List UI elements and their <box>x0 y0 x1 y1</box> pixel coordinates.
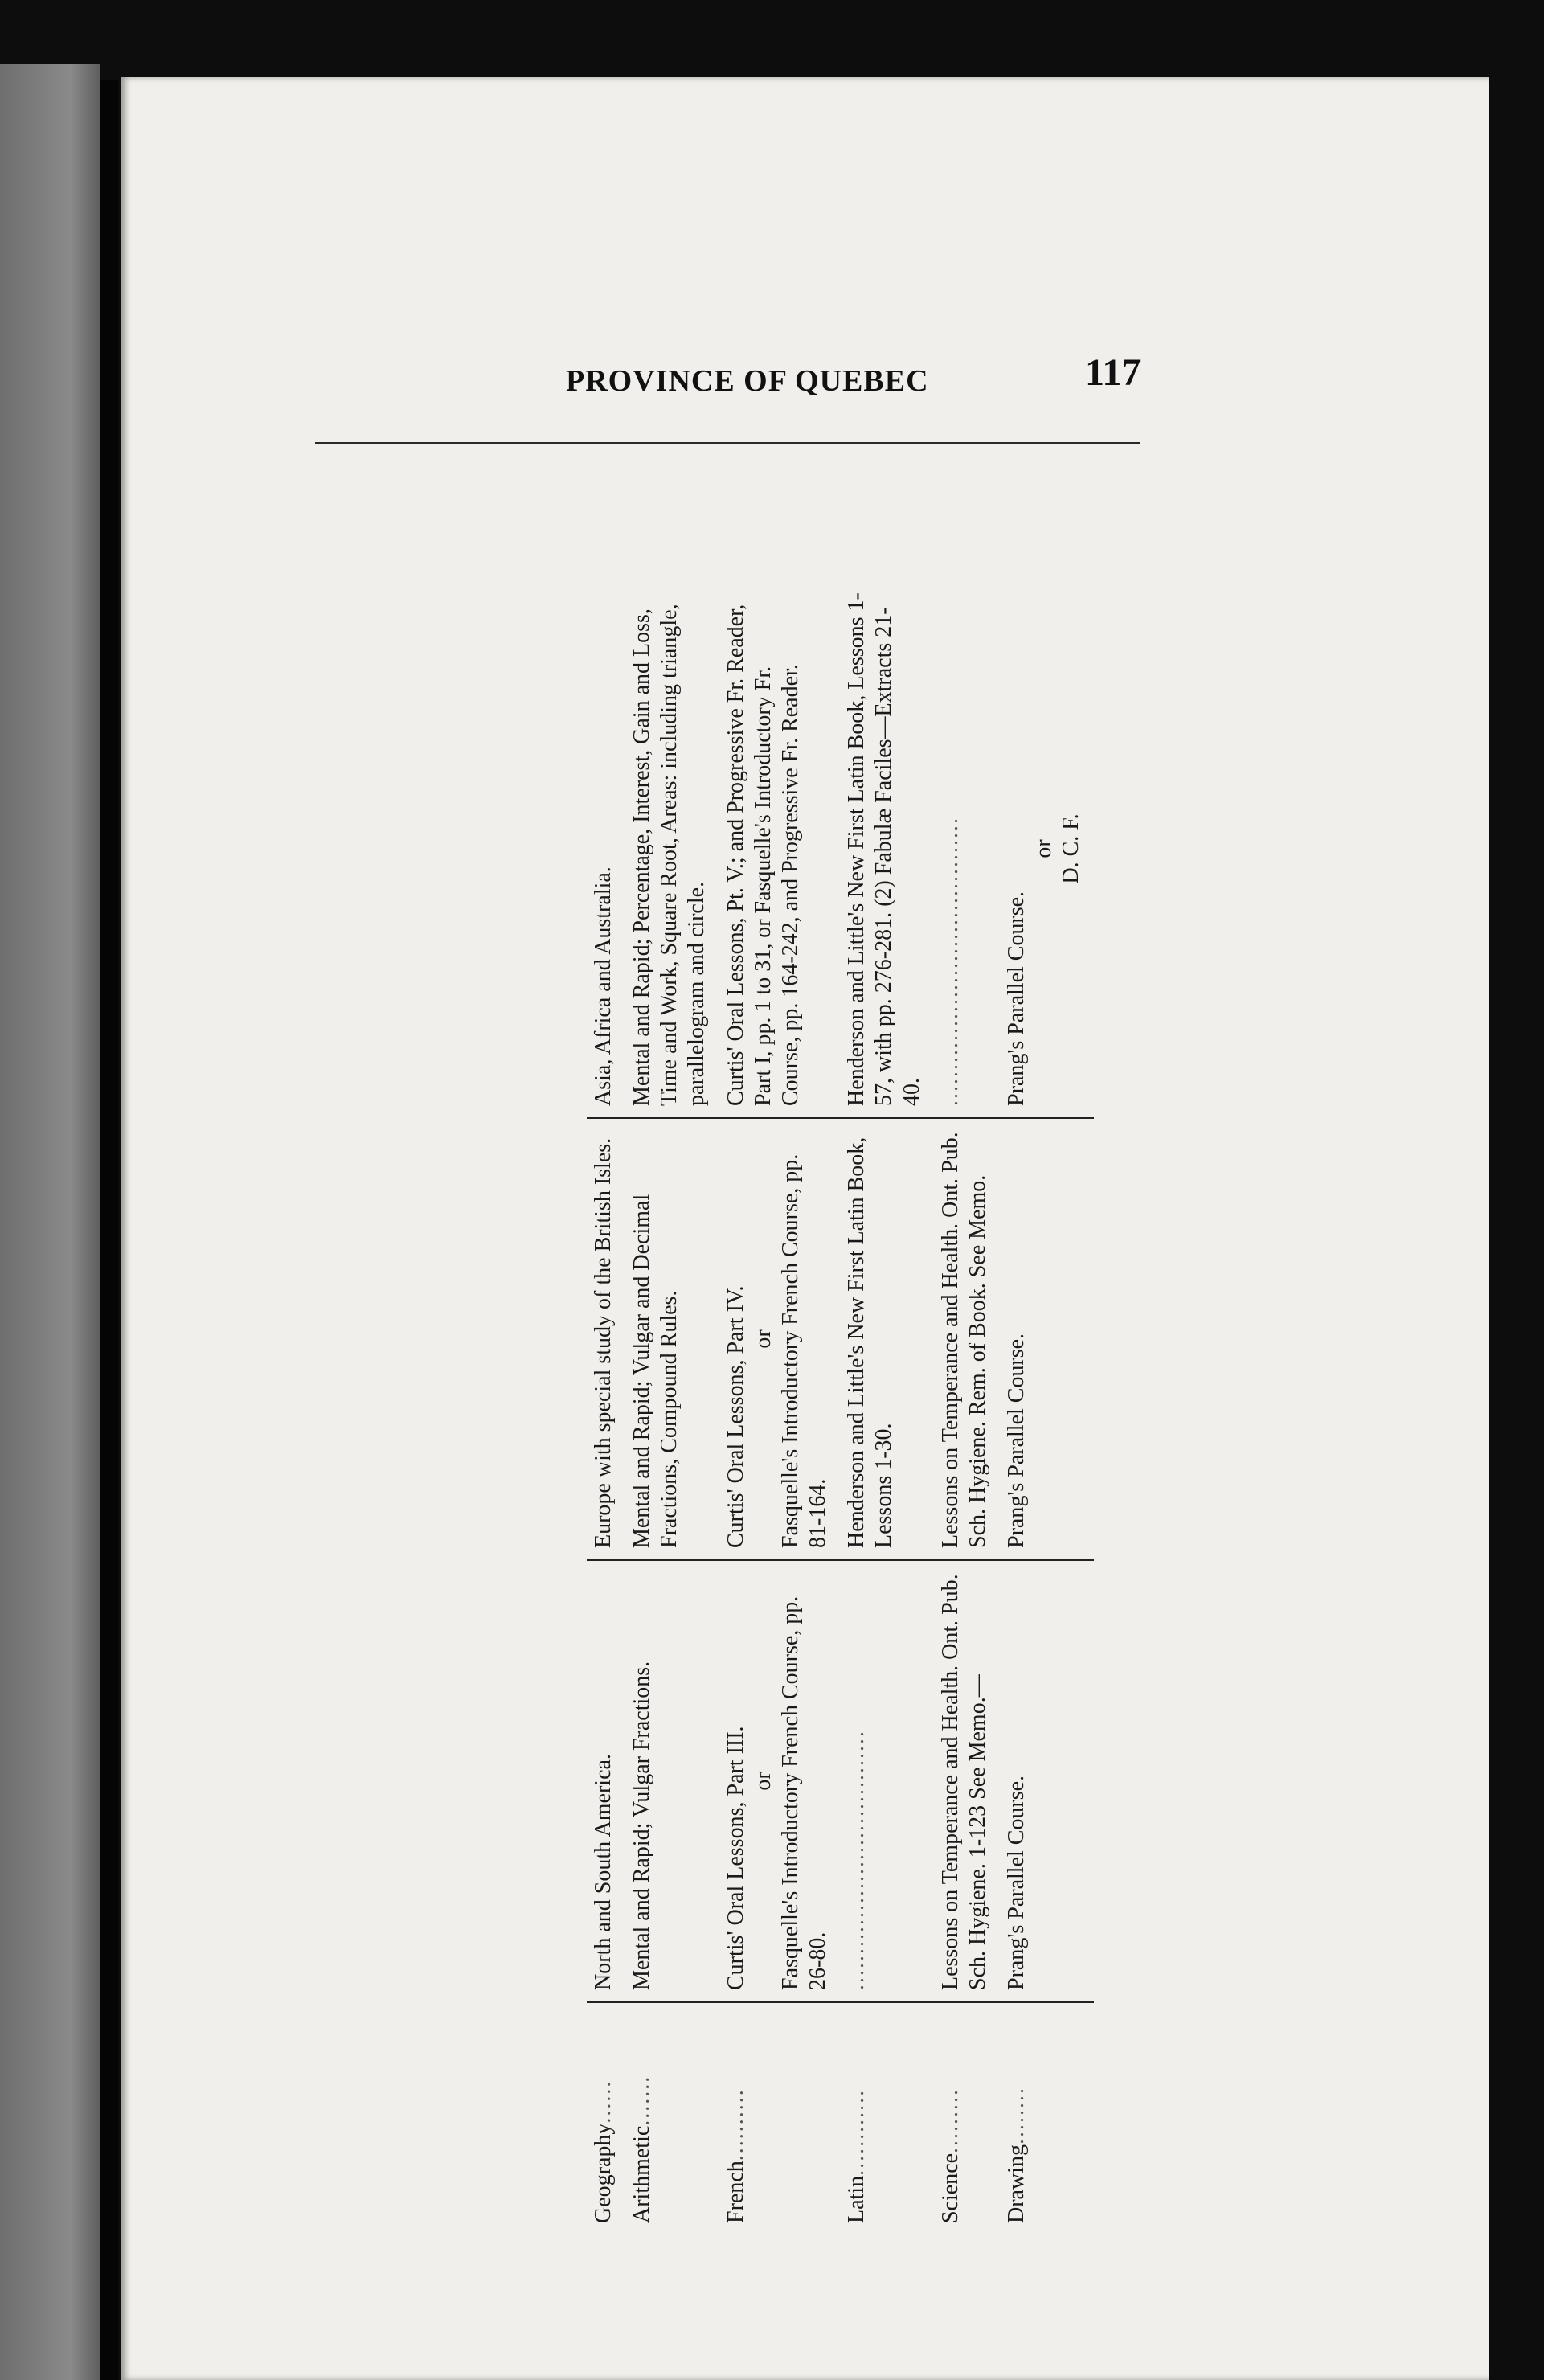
subject-cell <box>934 2002 1000 2226</box>
subject-label: Science <box>937 2153 963 2223</box>
cell-text: Fasquelle's Introductory French Course, pp. 26-80. <box>777 1596 831 1990</box>
subject-label: French <box>723 2161 748 2223</box>
grade-cell <box>719 1118 841 1560</box>
book-gutter <box>100 80 118 2380</box>
table-row <box>587 580 625 2226</box>
curriculum-table <box>587 580 1094 2226</box>
table-row <box>625 580 719 2226</box>
grade-cell: Prang's Parallel Course. <box>1000 1118 1093 1560</box>
leader-dots: ........ <box>1004 2087 1030 2145</box>
grade-cell: Mental and Rapid; Percentage, Interest, Gain and Loss, Time and Work, Square Root, Areas: including triangle, parallelogram and circle. <box>625 580 719 1118</box>
grade-cell: Lessons on Temperance and Health. Ont. Pub. Sch. Hygiene. 1-123 See Memo.— <box>934 1560 1000 2002</box>
grade-cell: North and South America. <box>587 1560 625 2002</box>
cell-text: Curtis' Oral Lessons, Part III. <box>723 1726 748 1990</box>
grade-cell: Asia, Africa and Australia. <box>587 580 625 1118</box>
cell-or: or <box>1031 839 1057 858</box>
table-row <box>719 580 841 2226</box>
leader-dots: .......... <box>723 2088 748 2161</box>
grade-cell: Curtis' Oral Lessons, Pt. V.; and Progressive Fr. Reader, Part I, pp. 1 to 31, or Fasquelle's Introductory Fr. Course, pp. 164-242, and Progressive Fr. Reader. <box>719 580 841 1118</box>
grade-cell <box>1000 580 1093 1118</box>
subject-cell <box>625 2002 719 2226</box>
curriculum-table-rotated <box>587 592 1390 2226</box>
grade-cell: Prang's Parallel Course. <box>1000 1560 1093 2002</box>
cell-or: or <box>750 1329 776 1349</box>
header-rule <box>315 442 1140 444</box>
leader-dots: ............ <box>844 2088 870 2176</box>
subject-label: Latin <box>844 2175 870 2223</box>
cell-text: D. C. F. <box>1059 813 1084 884</box>
subject-label: Drawing <box>1004 2144 1030 2223</box>
subject-cell <box>587 2002 625 2226</box>
leader-dots: ........................................ <box>937 817 963 1106</box>
subject-label: Arithmetic <box>629 2125 655 2223</box>
grade-cell: Lessons on Temperance and Health. Ont. Pub. Sch. Hygiene. Rem. of Book. See Memo. <box>934 1118 1000 1560</box>
grade-cell: Europe with special study of the British Isles. <box>587 1118 625 1560</box>
page-title: PROVINCE OF QUEBEC <box>566 364 929 398</box>
subject-cell <box>719 2002 841 2226</box>
subject-label: Geography <box>591 2123 616 2223</box>
cell-text: Prang's Parallel Course. <box>1004 891 1030 1106</box>
table-row <box>840 580 933 2226</box>
leader-dots: .................................... <box>844 1730 870 1990</box>
leader-dots: ....... <box>629 2075 655 2126</box>
cell-or: or <box>750 1772 776 1791</box>
left-page-edge <box>0 64 100 2380</box>
grade-cell: Mental and Rapid; Vulgar and Decimal Fractions, Compound Rules. <box>625 1118 719 1560</box>
leader-dots: ......... <box>937 2087 963 2153</box>
grade-cell: Mental and Rapid; Vulgar Fractions. <box>625 1560 719 2002</box>
cell-text: Fasquelle's Introductory French Course, pp. 81-164. <box>777 1153 831 1548</box>
cell-text: Curtis' Oral Lessons, Part IV. <box>723 1285 748 1548</box>
grade-cell <box>840 1560 933 2002</box>
table-row <box>1000 580 1093 2226</box>
grade-cell: Henderson and Little's New First Latin Book, Lessons 1-30. <box>840 1118 933 1560</box>
table-row <box>934 580 1000 2226</box>
subject-cell <box>1000 2002 1093 2226</box>
subject-cell <box>840 2002 933 2226</box>
page-number: 117 <box>1085 351 1141 394</box>
grade-cell <box>934 580 1000 1118</box>
grade-cell: Henderson and Little's New First Latin Book, Lessons 1-57, with pp. 276-281. (2) Fabulæ Faciles—Extracts 21-40. <box>840 580 933 1118</box>
grade-cell <box>719 1560 841 2002</box>
leader-dots: ...... <box>591 2079 616 2124</box>
